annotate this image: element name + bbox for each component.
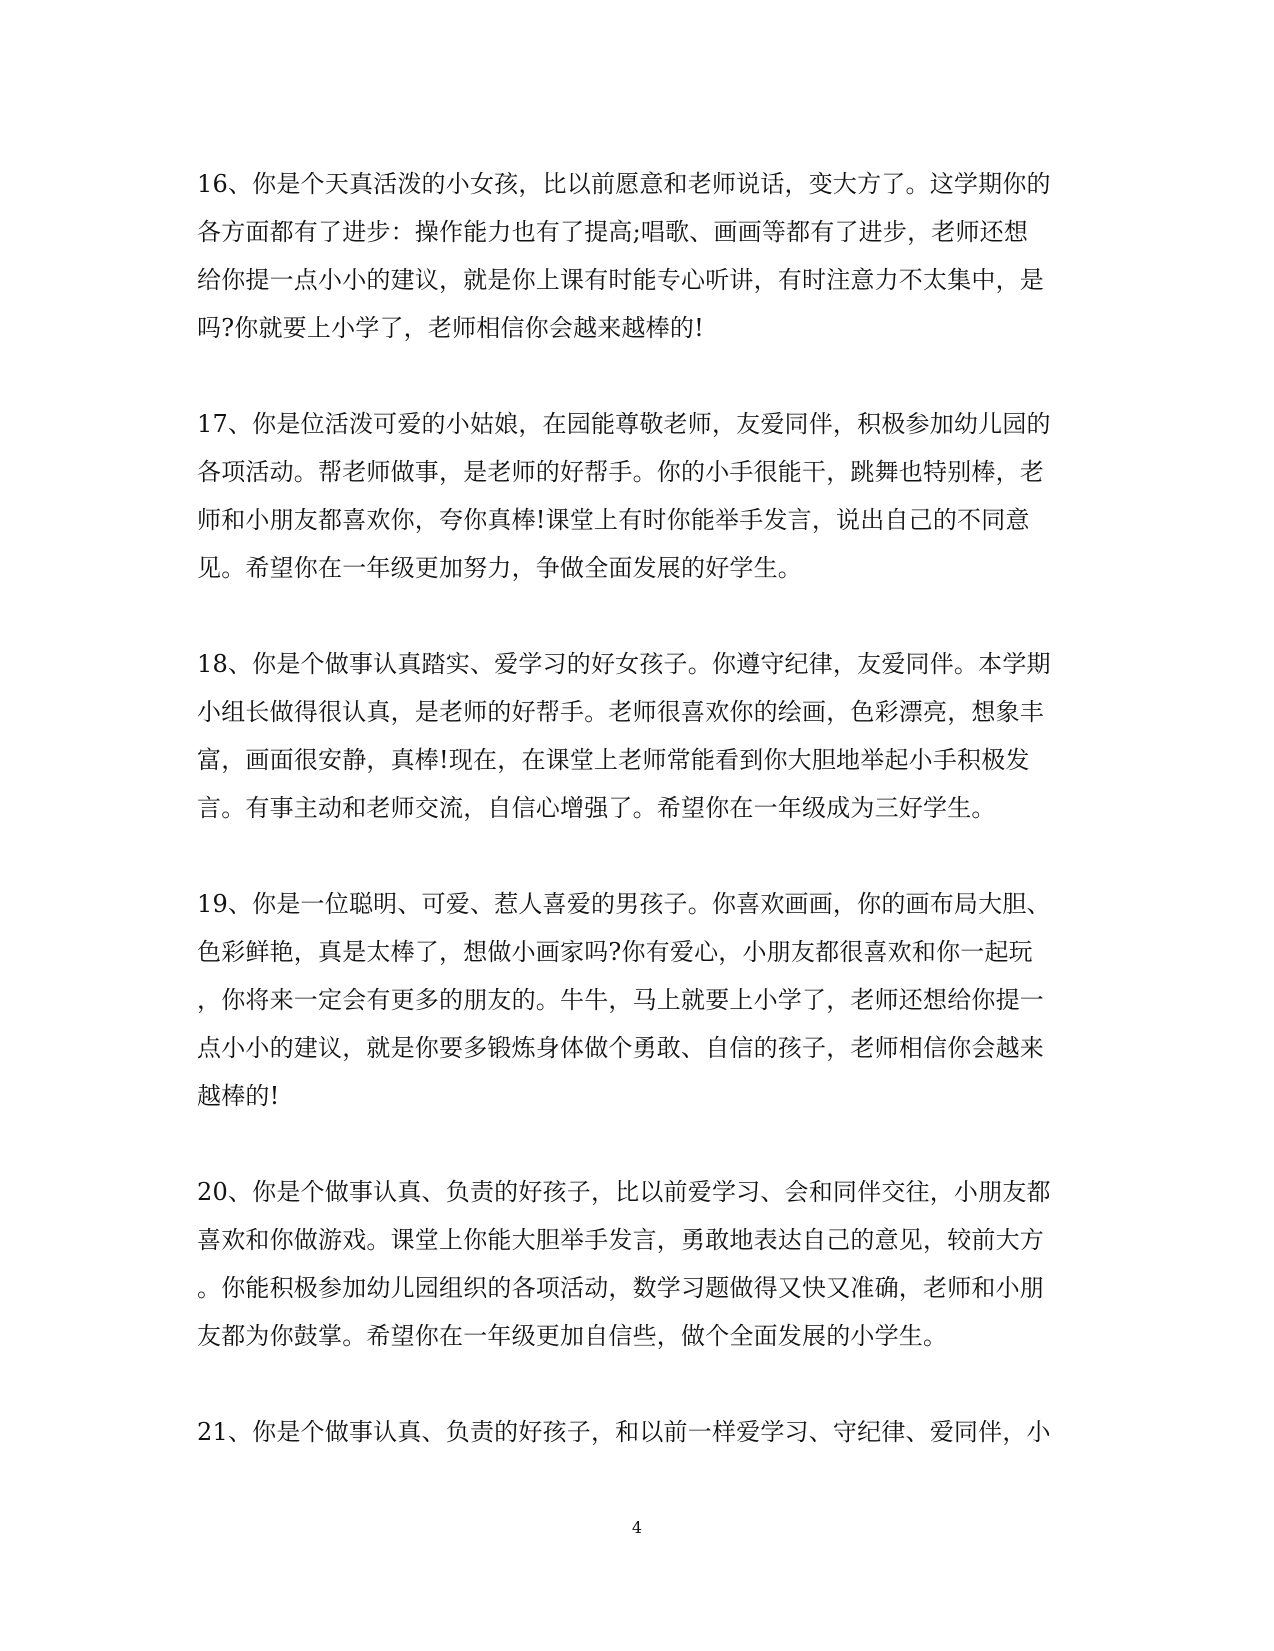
text-line: 色彩鲜艳，真是太棒了，想做小画家吗?你有爱心，小朋友都很喜欢和你一起玩 — [197, 938, 1033, 966]
text-line: 吗?你就要上小学了，老师相信你会越来越棒的! — [197, 314, 704, 342]
page-number: 4 — [631, 1518, 643, 1537]
text-line: 喜欢和你做游戏。课堂上你能大胆举手发言，勇敢地表达自己的意见，较前大方 — [197, 1226, 1044, 1254]
text-line: 19、你是一位聪明、可爱、惹人喜爱的男孩子。你喜欢画画，你的画布局大胆、 — [197, 890, 1051, 918]
text-line: 师和小朋友都喜欢你，夸你真棒!课堂上有时你能举手发言，说出自己的不同意 — [197, 506, 1030, 534]
text-line: 。你能积极参加幼儿园组织的各项活动，数学习题做得又快又准确，老师和小朋 — [197, 1274, 1044, 1302]
text-line: 17、你是位活泼可爱的小姑娘，在园能尊敬老师，友爱同伴，积极参加幼儿园的 — [197, 410, 1051, 438]
paragraph-20 — [197, 1168, 1077, 1360]
text-line: 点小小的建议，就是你要多锻炼身体做个勇敢、自信的孩子，老师相信你会越来 — [197, 1034, 1044, 1062]
text-line: 16、你是个天真活泼的小女孩，比以前愿意和老师说话，变大方了。这学期你的 — [197, 170, 1051, 198]
text-line: 越棒的! — [197, 1082, 280, 1110]
text-line: ，你将来一定会有更多的朋友的。牛牛，马上就要上小学了，老师还想给你提一 — [197, 986, 1044, 1014]
text-line: 18、你是个做事认真踏实、爱学习的好女孩子。你遵守纪律，友爱同伴。本学期 — [197, 650, 1051, 678]
text-line: 20、你是个做事认真、负责的好孩子，比以前爱学习、会和同伴交往，小朋友都 — [197, 1178, 1051, 1206]
text-line: 小组长做得很认真，是老师的好帮手。老师很喜欢你的绘画，色彩漂亮，想象丰 — [197, 698, 1044, 726]
paragraph-18 — [197, 640, 1077, 832]
text-line: 各方面都有了进步：操作能力也有了提高;唱歌、画画等都有了进步，老师还想 — [197, 218, 1029, 246]
paragraph-17 — [197, 400, 1077, 592]
text-line: 给你提一点小小的建议，就是你上课有时能专心听讲，有时注意力不太集中，是 — [197, 266, 1044, 294]
text-line: 友都为你鼓掌。希望你在一年级更加自信些，做个全面发展的小学生。 — [197, 1322, 948, 1350]
text-line: 各项活动。帮老师做事，是老师的好帮手。你的小手很能干，跳舞也特别棒，老 — [197, 458, 1044, 486]
text-line: 言。有事主动和老师交流，自信心增强了。希望你在一年级成为三好学生。 — [197, 794, 996, 822]
text-line: 21、你是个做事认真、负责的好孩子，和以前一样爱学习、守纪律、爱同伴，小 — [197, 1418, 1051, 1446]
paragraph-16 — [197, 160, 1077, 352]
text-line: 富，画面很安静，真棒!现在，在课堂上老师常能看到你大胆地举起小手积极发 — [197, 746, 1030, 774]
paragraph-21 — [197, 1408, 1077, 1456]
document-body — [197, 160, 1077, 1504]
text-line: 见。希望你在一年级更加努力，争做全面发展的好学生。 — [197, 554, 802, 582]
paragraph-19 — [197, 880, 1077, 1120]
